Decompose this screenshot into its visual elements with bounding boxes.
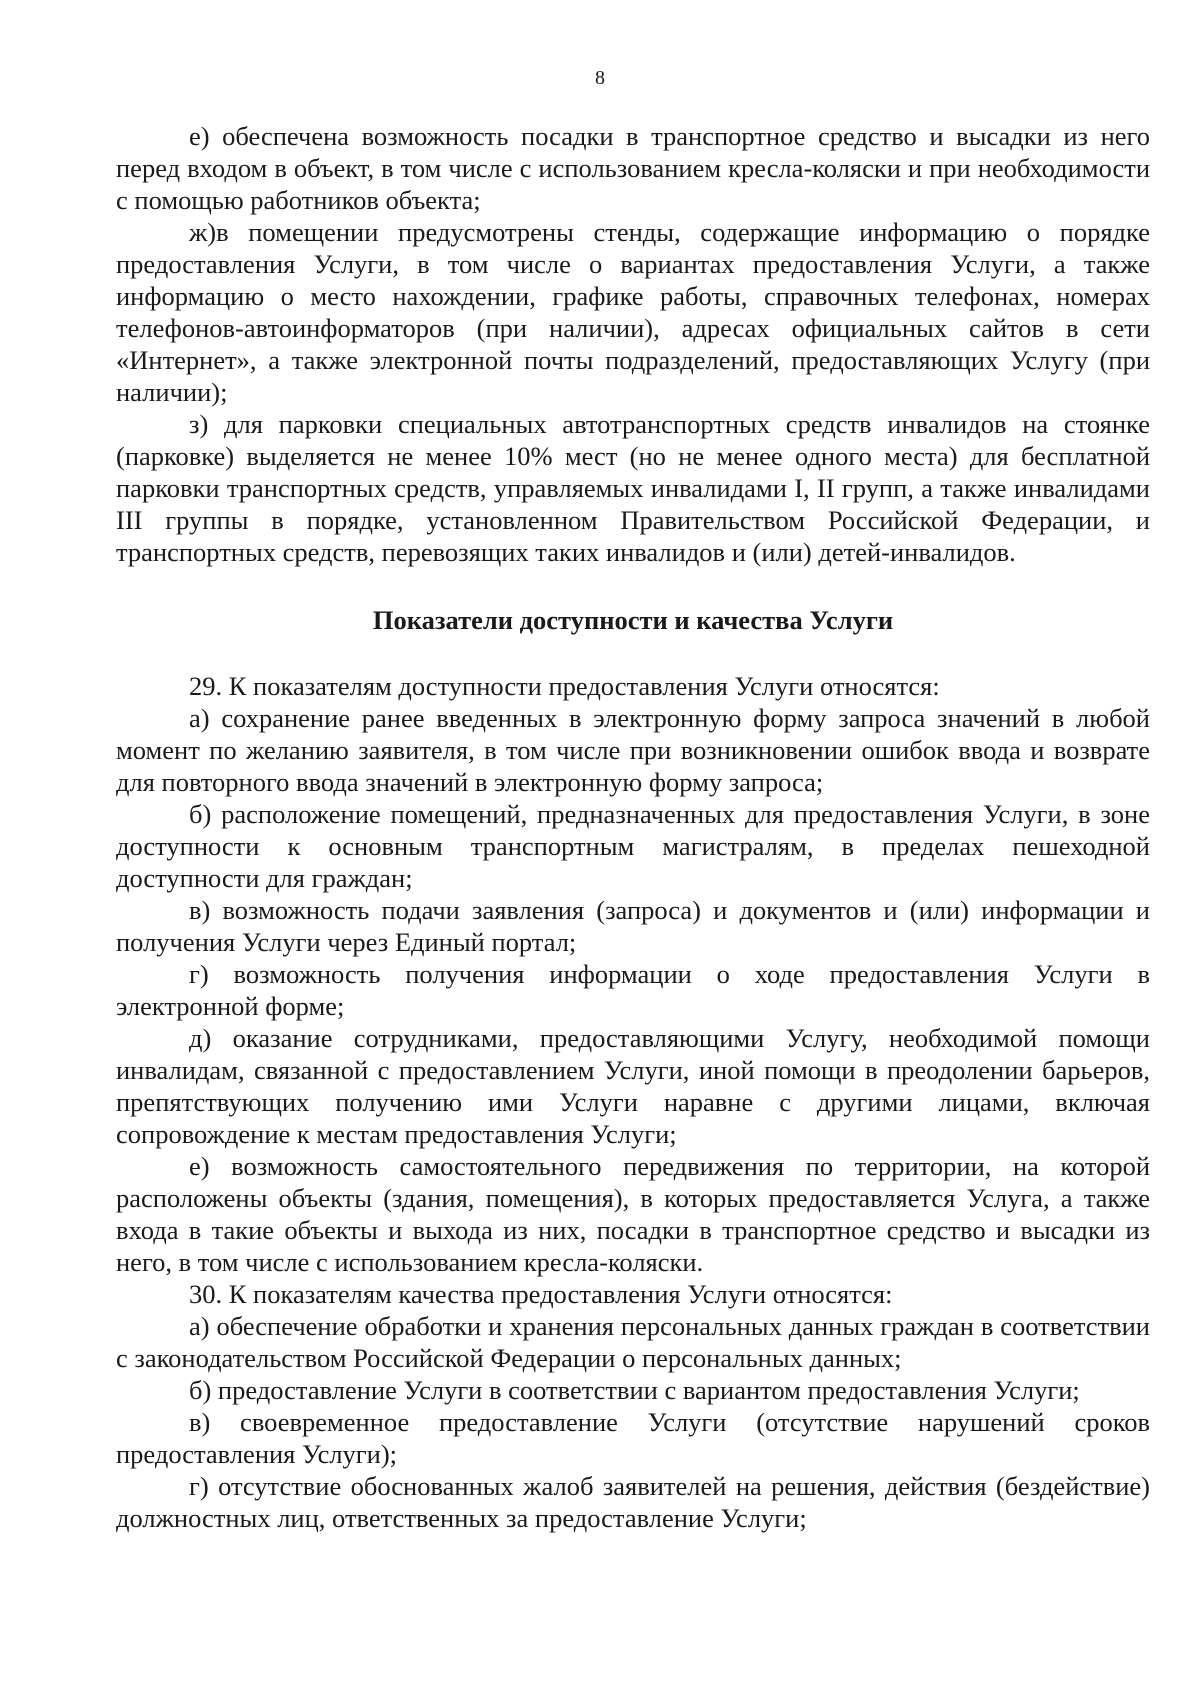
paragraph-30-v: в) своевременное предоставление Услуги (отсутствие нарушений сроков предоставления Услуги); <box>116 1407 1150 1469</box>
paragraph-29-v: в) возможность подачи заявления (запроса) и документов и (или) информации и получения Услуги через Единый портал; <box>116 895 1150 957</box>
paragraph-30-intro: 30. К показателям качества предоставления Услуги относятся: <box>189 1279 893 1309</box>
document-body <box>116 120 1150 1534</box>
paragraph-29-intro: 29. К показателям доступности предоставления Услуги относятся: <box>189 671 940 701</box>
paragraph-29-d: д) оказание сотрудниками, предоставляющими Услугу, необходимой помощи инвалидам, связанной с предоставлением Услуги, иной помощи в преодолении барьеров, препятствующих получению ими Услуги наравне с другими лицами, включая сопровождение к местам предоставления Услуги; <box>116 1023 1150 1149</box>
paragraph-29-a: а) сохранение ранее введенных в электронную форму запроса значений в любой момент по желанию заявителя, в том числе при возникновении ошибок ввода и возврате для повторного ввода значений в электронную форму запроса; <box>116 703 1150 797</box>
paragraph-29-b: б) расположение помещений, предназначенных для предоставления Услуги, в зоне доступности к основным транспортным магистралям, в пределах пешеходной доступности для граждан; <box>116 799 1150 893</box>
paragraph-29-e: е) возможность самостоятельного передвижения по территории, на которой расположены объекты (здания, помещения), в которых предоставляется Услуга, а также входа в такие объекты и выхода из них, посадки в транспортное средство и высадки из него, в том числе с использованием кресла-коляски. <box>116 1151 1150 1277</box>
paragraph-zh-stands: ж)в помещении предусмотрены стенды, содержащие информацию о порядке предоставления Услуги, в том числе о вариантах предоставления Услуги, а также информацию о место нахождении, графике работы, справочных телефонах, номерах телефонов-автоинформаторов (при наличии), адресах официальных сайтов в сети «Интернет», а также электронной почты подразделений, предоставляющих Услугу (при наличии); <box>116 217 1150 407</box>
paragraph-30-b: б) предоставление Услуги в соответствии с вариантом предоставления Услуги; <box>189 1375 1080 1405</box>
page-number: 8 <box>595 67 605 89</box>
section-heading: Показатели доступности и качества Услуги <box>372 605 894 635</box>
paragraph-z-parking: з) для парковки специальных автотранспортных средств инвалидов на стоянке (парковке) выделяется не менее 10% мест (но не менее одного места) для бесплатной парковки транспортных средств, управляемых инвалидами I, II групп, а также инвалидами III группы в порядке, установленном Правительством Российской Федерации, и транспортных средств, перевозящих таких инвалидов и (или) детей-инвалидов. <box>116 409 1150 567</box>
paragraph-29-g: г) возможность получения информации о ходе предоставления Услуги в электронной форме; <box>116 959 1150 1021</box>
paragraph-30-a: а) обеспечение обработки и хранения персональных данных граждан в соответствии с законодательством Российской Федерации о персональных данных; <box>116 1311 1150 1373</box>
paragraph-e-boarding: е) обеспечена возможность посадки в транспортное средство и высадки из него перед входом в объект, в том числе с использованием кресла-коляски и при необходимости с помощью работников объекта; <box>116 121 1150 215</box>
paragraph-30-g: г) отсутствие обоснованных жалоб заявителей на решения, действия (бездействие) должностных лиц, ответственных за предоставление Услуги; <box>116 1471 1150 1533</box>
